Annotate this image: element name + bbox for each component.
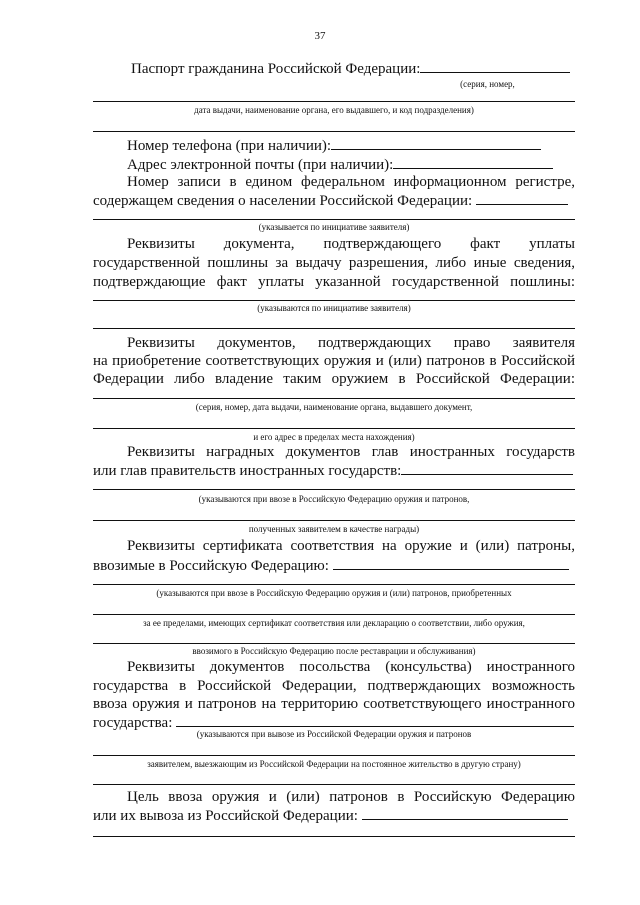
rights-line-2: на приобретение соответствующих оружия и (или) патронов в Российской [93,353,575,369]
passport-field[interactable] [420,59,570,73]
registry-line-1: Номер записи в едином федеральном информационном регистре, [127,174,575,190]
registry-line[interactable] [93,219,575,220]
awards-field[interactable] [401,461,573,475]
rights-line-1: Реквизиты документов, подтверждающих право заявителя [127,335,575,351]
fee-line-1: Реквизиты документа, подтверждающего факт уплаты [127,236,575,252]
certificate-caption-2: за ее пределами, имеющих сертификат соответствия или декларацию о соответствии, либо оружия, [143,618,525,628]
page-number: 37 [314,30,326,42]
embassy-line-2[interactable] [93,784,575,785]
embassy-line[interactable] [93,755,575,756]
email-label: Адрес электронной почты (при наличии): [127,157,394,173]
certificate-row [93,556,575,576]
phone-row [93,136,575,156]
rights-line[interactable] [93,398,575,399]
certificate-line-2: ввозимые в Российскую Федерацию: [93,558,329,574]
fee-line-2[interactable] [93,328,575,329]
embassy-line-4: государства: [93,715,173,731]
fee-line-2: государственной пошлины за выдачу разрешения, либо иные сведения, [93,255,575,271]
purpose-line-1: Цель ввоза оружия и (или) патронов в Российскую Федерацию [127,789,575,805]
passport-line[interactable] [93,101,575,102]
registry-line-2: содержащем сведения о населении Российской Федерации: [93,193,473,209]
awards-line-2[interactable] [93,520,575,521]
certificate-line[interactable] [93,584,575,585]
rights-caption-2: и его адрес в пределах места нахождения) [253,432,415,442]
fee-caption: (указываются по инициативе заявителя) [257,303,411,313]
purpose-line[interactable] [93,836,575,837]
embassy-line-3: ввоза оружия и патронов на территорию соответствующего иностранного [93,696,575,712]
awards-row [93,461,575,481]
passport-label: Паспорт гражданина Российской Федерации: [131,61,421,77]
certificate-caption-3: ввозимого в Российскую Федерацию после реставрации и обслуживания) [192,646,476,656]
embassy-line-1: Реквизиты документов посольства (консульства) иностранного [127,659,575,675]
certificate-line-3[interactable] [93,643,575,644]
email-field[interactable] [393,155,553,169]
fee-line-3: подтверждающие факт уплаты указанной государственной пошлины: [93,274,575,290]
passport-line-2[interactable] [93,131,575,132]
rights-caption-1: (серия, номер, дата выдачи, наименование органа, выдавшего документ, [195,402,473,412]
email-row [93,155,575,175]
certificate-line-1: Реквизиты сертификата соответствия на оружие и (или) патроны, [127,538,575,554]
passport-caption-1: (серия, номер, [460,79,515,89]
registry-field[interactable] [476,191,568,205]
rights-line-2[interactable] [93,428,575,429]
purpose-line-2: или их вывоза из Российской Федерации: [93,808,358,824]
awards-caption-2: полученных заявителем в качестве награды) [248,524,420,534]
awards-line-2: или глав правительств иностранных государств: [93,463,402,479]
awards-caption-1: (указываются при ввозе в Российскую Федерацию оружия и патронов, [198,494,470,504]
registry-row [93,191,575,211]
phone-field[interactable] [331,136,541,150]
phone-label: Номер телефона (при наличии): [127,138,332,154]
certificate-caption-1: (указываются при ввозе в Российскую Федерацию оружия и (или) патронов, приобретенных [156,588,512,598]
purpose-field[interactable] [362,806,568,820]
embassy-caption-1: (указываются при вывозе из Российской Федерации оружия и патронов [196,729,472,739]
passport-row [93,59,575,79]
embassy-field[interactable] [176,713,574,727]
registry-caption: (указывается по инициативе заявителя) [258,222,410,232]
certificate-line-2[interactable] [93,614,575,615]
awards-line-1: Реквизиты наградных документов глав иностранных государств [127,444,575,460]
rights-line-3: Федерации либо владение таким оружием в Российской Федерации: [93,371,575,387]
embassy-line-2: государства в Российской Федерации, подтверждающих возможность [93,678,575,694]
embassy-caption-2: заявителем, выезжающим из Российской Федерации на постоянное жительство в другую страну) [147,759,521,769]
certificate-field[interactable] [333,556,569,570]
fee-line[interactable] [93,300,575,301]
passport-caption-2: дата выдачи, наименование органа, его выдавшего, и код подразделения) [194,105,474,115]
purpose-row [93,806,575,826]
awards-line[interactable] [93,489,575,490]
